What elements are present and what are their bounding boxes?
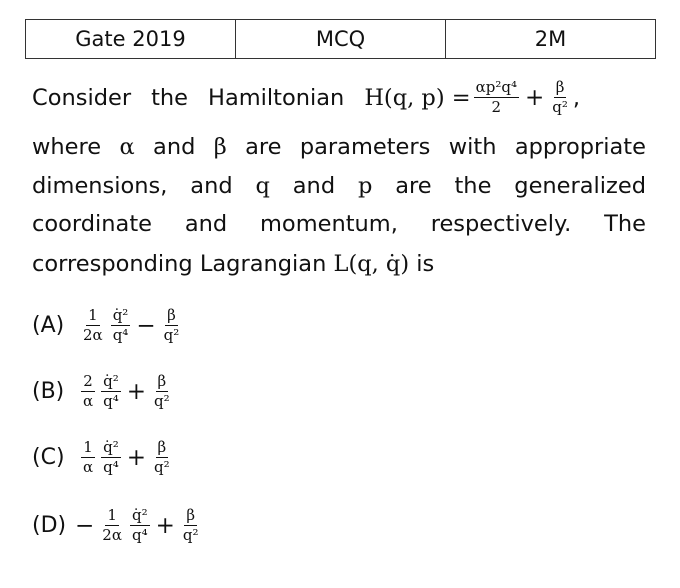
word: are <box>245 134 282 160</box>
word-alpha: α <box>119 134 135 160</box>
word: and <box>153 134 196 160</box>
operator: + <box>126 444 147 471</box>
numerator: 1 <box>107 506 117 524</box>
denominator: α <box>83 392 94 410</box>
line-5-end: is <box>416 251 435 277</box>
coefficient-fraction <box>81 440 95 475</box>
word: momentum, <box>260 211 398 237</box>
denominator: q² <box>154 458 170 476</box>
hamiltonian-term-2 <box>550 80 570 115</box>
numerator: 1 <box>88 306 98 324</box>
word: appropriate <box>514 134 646 160</box>
question-line-3 <box>32 173 646 199</box>
plus-sign: + <box>524 84 545 111</box>
q-fraction <box>130 508 150 543</box>
denominator: q² <box>182 526 199 544</box>
q-fraction <box>101 440 121 475</box>
denominator: q⁴ <box>103 392 119 410</box>
question-line-2 <box>32 134 646 160</box>
numerator: β <box>157 372 167 390</box>
lagrangian-symbol: L(q, q̇) <box>333 251 410 277</box>
coefficient-fraction <box>81 374 95 409</box>
numerator: q̇² <box>131 506 148 524</box>
word: coordinate <box>32 211 153 237</box>
word: are <box>395 173 432 199</box>
operator: + <box>155 512 175 539</box>
word: the <box>454 173 492 199</box>
coefficient-fraction <box>81 308 105 343</box>
word-p: p <box>357 173 373 199</box>
hamiltonian-term-1 <box>474 80 519 115</box>
trailing-comma: , <box>572 84 581 111</box>
denominator: α <box>83 458 94 476</box>
option-label: (B) <box>32 379 65 404</box>
word: and <box>184 211 228 237</box>
numerator: β <box>186 506 196 524</box>
question-line-1 <box>32 80 580 115</box>
denominator: 2α <box>83 326 103 344</box>
numerator: q̇² <box>112 306 129 324</box>
word-beta: β <box>213 134 227 160</box>
numerator: 2 <box>83 372 93 390</box>
option-label: (C) <box>32 445 65 470</box>
word: respectively. <box>430 211 572 237</box>
word: Hamiltonian <box>208 84 345 111</box>
question-type-cell: MCQ <box>236 20 446 59</box>
option-label: (A) <box>32 313 65 338</box>
word: The <box>604 211 646 237</box>
option-c[interactable] <box>32 440 175 475</box>
option-label: (D) <box>32 513 67 538</box>
numerator: q̇² <box>103 372 119 390</box>
option-d[interactable] <box>32 508 204 543</box>
term-1-denominator: 2 <box>491 98 502 116</box>
word: dimensions, <box>32 173 168 199</box>
hamiltonian-lhs: H(q, p) = <box>364 84 471 111</box>
beta-fraction <box>181 508 201 543</box>
word: the <box>151 84 189 111</box>
question-line-4 <box>32 211 646 237</box>
option-sign: − <box>75 512 95 539</box>
denominator: q⁴ <box>131 526 148 544</box>
exam-name-cell: Gate 2019 <box>26 20 236 59</box>
operator: + <box>126 378 147 405</box>
term-1-numerator: αp²q⁴ <box>475 78 517 96</box>
numerator: 1 <box>83 438 93 456</box>
word: parameters <box>299 134 431 160</box>
word: and <box>190 173 233 199</box>
line-5-text: corresponding Lagrangian <box>32 251 327 277</box>
coefficient-fraction <box>100 508 124 543</box>
operator: − <box>136 312 156 339</box>
denominator: q⁴ <box>103 458 119 476</box>
term-2-numerator: β <box>555 78 565 96</box>
q-fraction <box>101 374 121 409</box>
beta-fraction <box>152 374 172 409</box>
word: Consider <box>32 84 132 111</box>
numerator: q̇² <box>103 438 119 456</box>
option-b[interactable] <box>32 374 175 409</box>
denominator: 2α <box>102 526 122 544</box>
word-q: q <box>255 173 270 199</box>
denominator: q⁴ <box>112 326 129 344</box>
beta-fraction <box>162 308 182 343</box>
beta-fraction <box>152 440 172 475</box>
option-a[interactable] <box>32 308 184 343</box>
denominator: q² <box>163 326 180 344</box>
marks-cell: 2M <box>446 20 656 59</box>
word: and <box>292 173 336 199</box>
numerator: β <box>167 306 176 324</box>
numerator: β <box>157 438 167 456</box>
question-meta-table <box>25 19 656 59</box>
question-line-5 <box>32 251 434 277</box>
denominator: q² <box>154 392 170 410</box>
word: with <box>448 134 497 160</box>
q-fraction <box>111 308 131 343</box>
word: where <box>32 134 102 160</box>
term-2-denominator: q² <box>552 98 568 116</box>
word: generalized <box>514 173 646 199</box>
